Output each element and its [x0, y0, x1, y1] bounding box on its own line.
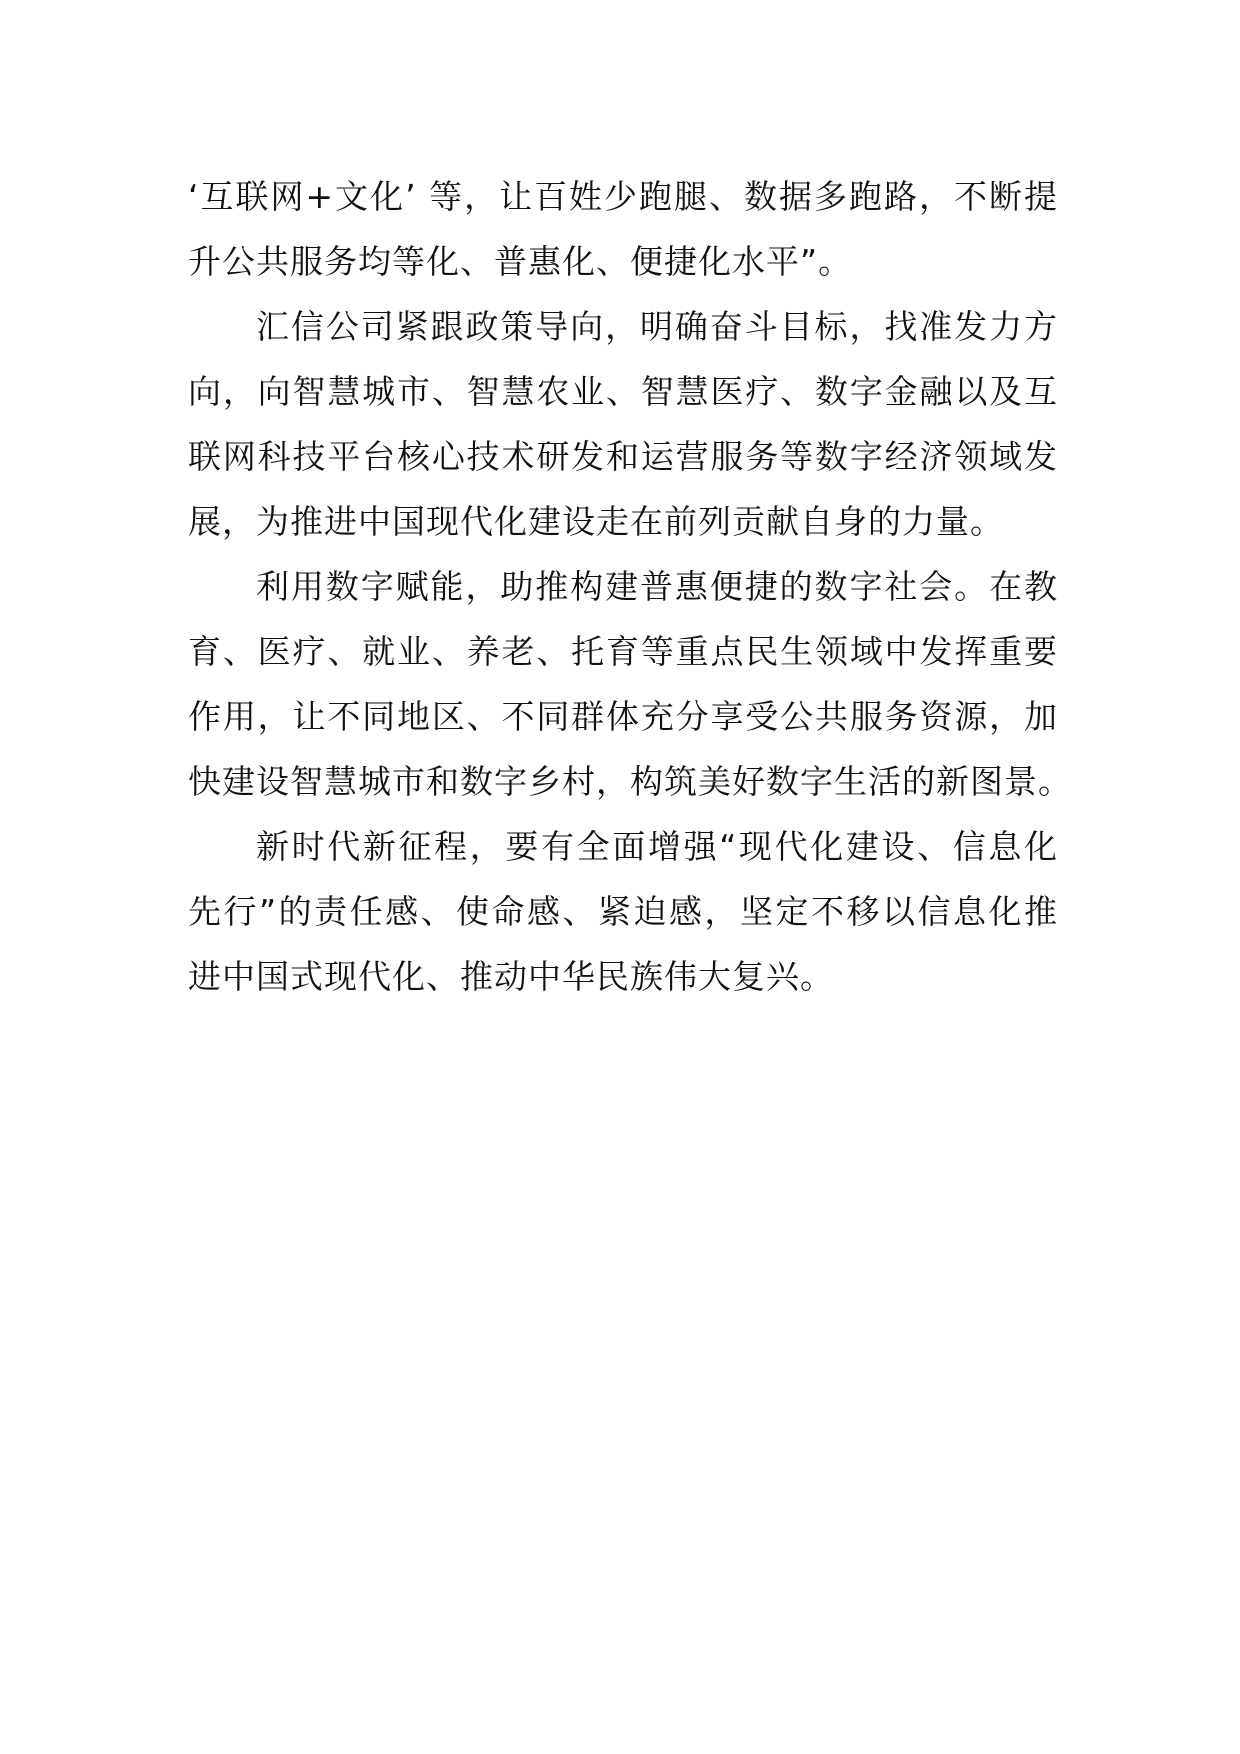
text-line: 育、医疗、就业、养老、托育等重点民生领域中发挥重要 [188, 632, 1058, 671]
text-line: 升公共服务均等化、普惠化、便捷化水平”。 [188, 242, 853, 281]
paragraph [188, 814, 1058, 1009]
text-line: 先行”的责任感、使命感、紧迫感，坚定不移以信息化推 [188, 892, 1058, 931]
text-line: 利用数字赋能，助推构建普惠便捷的数字社会。在教 [256, 567, 1058, 606]
paragraph [188, 294, 1058, 554]
text-line: ‘互联网+文化’ 等，让百姓少跑腿、数据多跑路，不断提 [188, 177, 1058, 216]
document-body [188, 164, 1072, 1009]
text-line: 作用，让不同地区、不同群体充分享受公共服务资源，加 [188, 697, 1058, 736]
text-line: 新时代新征程，要有全面增强“现代化建设、信息化 [256, 827, 1058, 866]
paragraph [188, 554, 1072, 814]
text-line: 向，向智慧城市、智慧农业、智慧医疗、数字金融以及互 [188, 372, 1058, 411]
paragraph [188, 164, 1058, 294]
text-line: 进中国式现代化、推动中华民族伟大复兴。 [188, 957, 834, 996]
text-line: 快建设智慧城市和数字乡村，构筑美好数字生活的新图景。 [188, 762, 1072, 801]
text-line: 联网科技平台核心技术研发和运营服务等数字经济领域发 [188, 437, 1058, 476]
text-line: 汇信公司紧跟政策导向，明确奋斗目标，找准发力方 [256, 307, 1058, 346]
text-line: 展，为推进中国现代化建设走在前列贡献自身的力量。 [188, 502, 1004, 541]
